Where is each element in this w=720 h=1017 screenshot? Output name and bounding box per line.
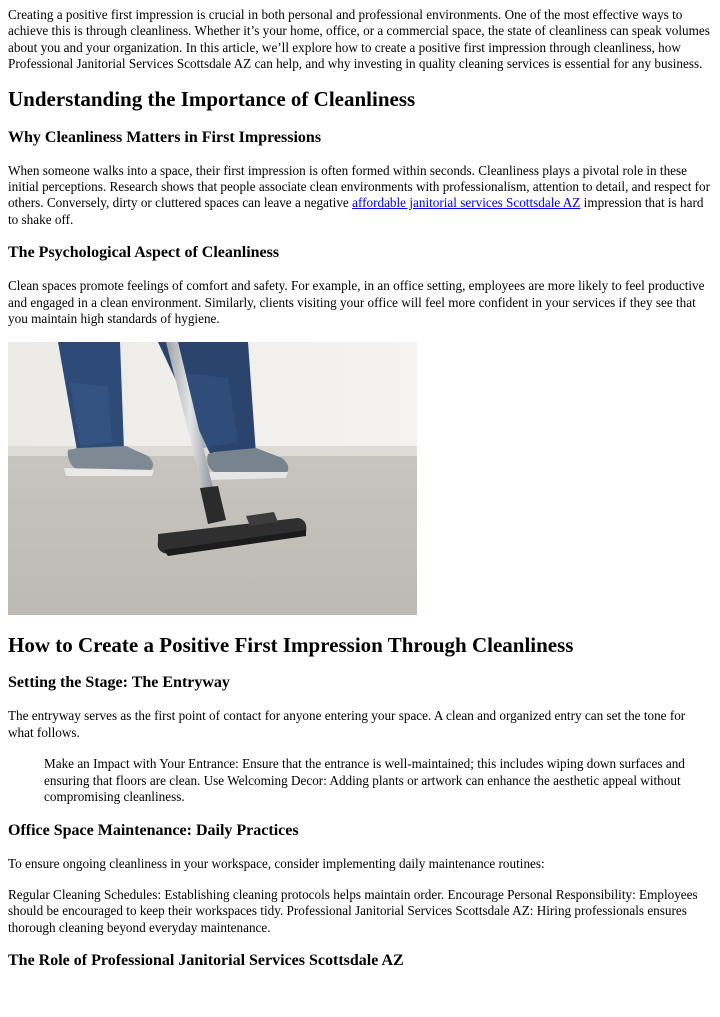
entryway-tips-text: Make an Impact with Your Entrance: Ensure that the entrance is well-maintained; this includes wiping down surfaces and ensuring that floors are clean. Use Welcoming Decor: Adding plants or artwork can enhance the aesthetic appeal without compromising cleanliness.	[44, 756, 685, 805]
entryway-tips-quote	[44, 756, 712, 805]
vacuum-carpet-illustration	[8, 342, 417, 615]
vacuum-cleaning-photo	[8, 342, 417, 615]
subheading-daily-practices: Office Space Maintenance: Daily Practices	[8, 821, 299, 839]
first-impressions-paragraph	[8, 163, 712, 229]
entryway-paragraph: The entryway serves as the first point of contact for anyone entering your space. A clean and organized entry can set the tone for what follows.	[8, 708, 686, 740]
intro-paragraph: Creating a positive first impression is crucial in both personal and professional environments. One of the most effective ways to achieve this is through cleanliness. Whether it’s your home, office, or a commercial space, the state of cleanliness can speak volumes about you and your organization. In this article, we’ll explore how to create a positive first impression through cleanliness, how Professional Janitorial Services Scottsdale AZ can help, and why investing in quality cleaning services is essential for any business.	[8, 7, 710, 72]
subheading-psychological-aspect: The Psychological Aspect of Cleanliness	[8, 244, 280, 262]
psychological-paragraph: Clean spaces promote feelings of comfort and safety. For example, in an office setting, employees are more likely to feel productive and engaged in a clean environment. Similarly, clients visiting your office will feel more confident in your services if they see that you maintain high standards of hygiene.	[8, 278, 705, 327]
subheading-entryway: Setting the Stage: The Entryway	[8, 674, 230, 692]
section-heading-importance: Understanding the Importance of Cleanliness	[8, 86, 416, 111]
subheading-professional-services: The Role of Professional Janitorial Services Scottsdale AZ	[8, 952, 404, 970]
daily-practices-intro: To ensure ongoing cleanliness in your workspace, consider implementing daily maintenance routines:	[8, 855, 545, 871]
paragraph-text: impression that is hard to shake off.	[8, 195, 704, 227]
janitorial-services-link[interactable]: affordable janitorial services Scottsdale AZ	[352, 195, 581, 211]
section-heading-how-to: How to Create a Positive First Impression Through Cleanliness	[8, 633, 574, 658]
daily-practices-list: Regular Cleaning Schedules: Establishing cleaning protocols helps maintain order. Encourage Personal Responsibility: Employees should be encouraged to keep their workspaces tidy. Professional Janitorial Services Scottsdale AZ: Hiring professionals ensures thorough cleaning beyond everyday maintenance.	[8, 886, 698, 935]
paragraph-text: When someone walks into a space, their first impression is often formed within seconds. Cleanliness plays a pivotal role in these initial perceptions. Research shows that people associate clean environments with professionalism, attention to detail, and respect for others. Conversely, dirty or cluttered spaces can leave a negative	[8, 162, 711, 211]
subheading-first-impressions: Why Cleanliness Matters in First Impressions	[8, 128, 322, 146]
